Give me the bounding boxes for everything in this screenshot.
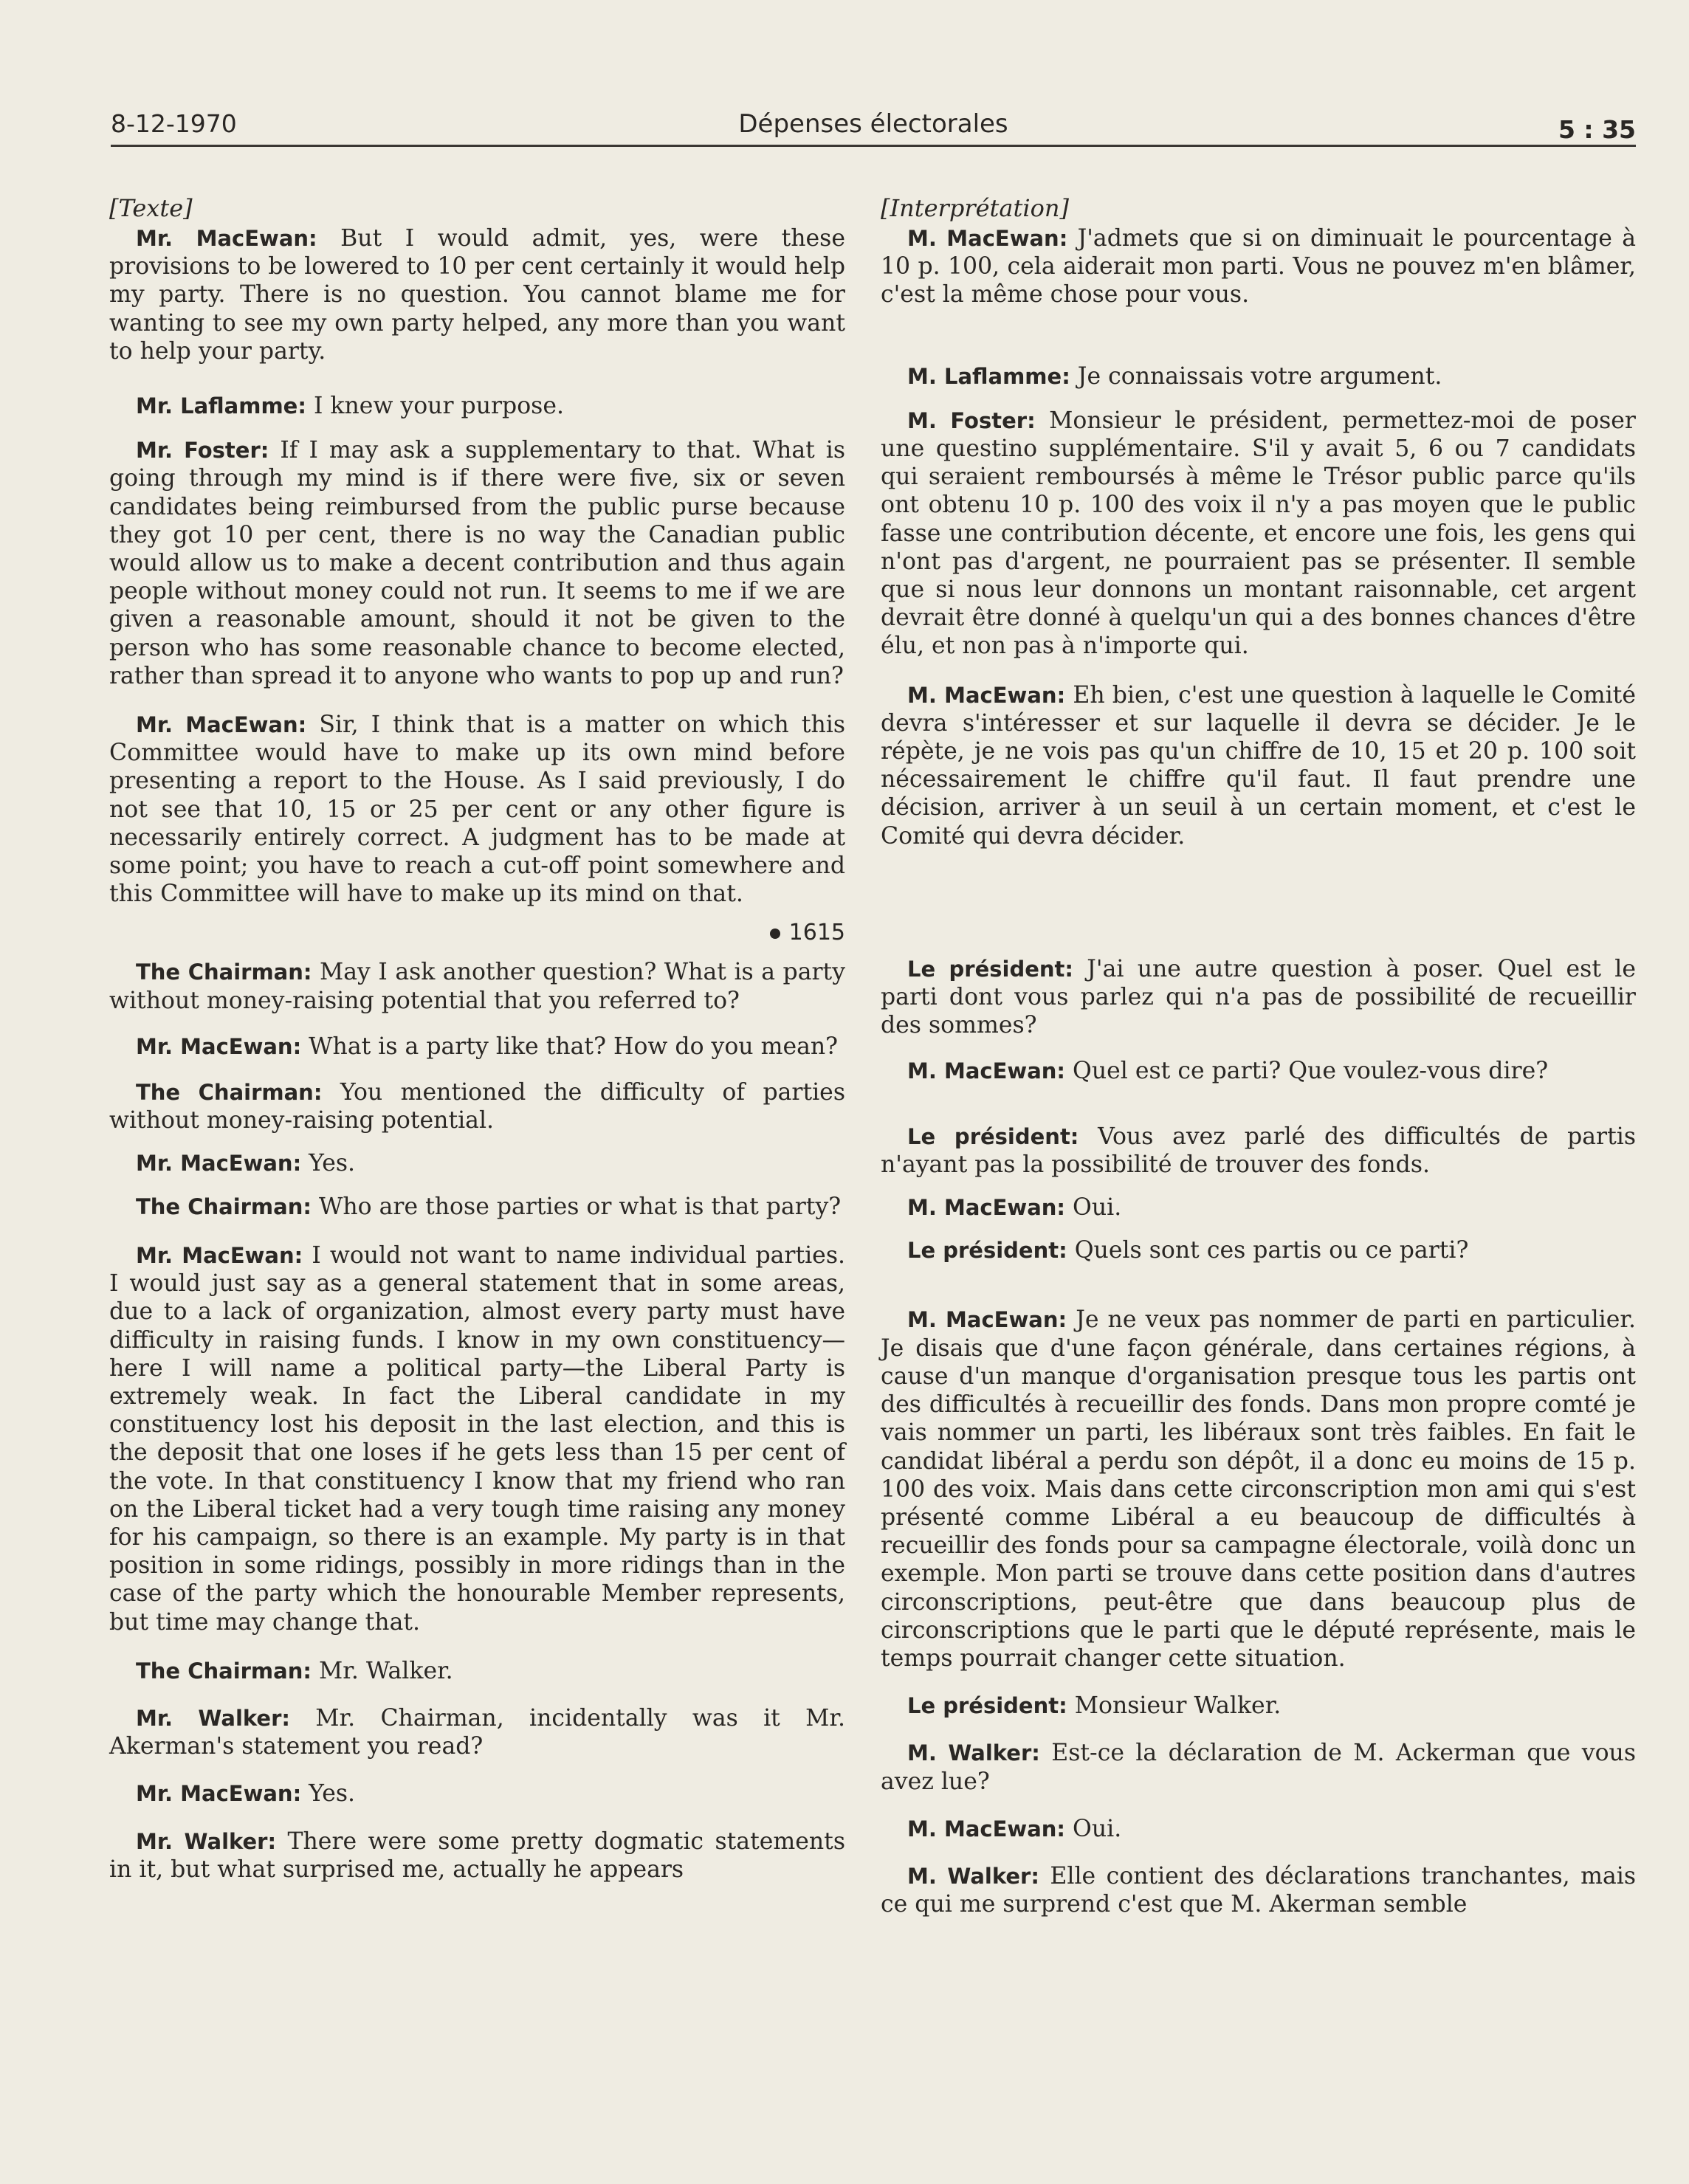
speech-text: Yes. bbox=[301, 1780, 356, 1808]
paragraph bbox=[881, 681, 1636, 850]
speaker-name: Le président: bbox=[907, 956, 1073, 982]
speech-text: Monsieur Walker. bbox=[1067, 1692, 1282, 1720]
speech-text: I would not want to name individual parties. I would just say as a general statement that in some areas, due to a lack of organization, almost every party must have difficulty in raising funds. I know in my own constituency—here I will name a political party—the Liberal Party is extremely weak. In fact the Liberal candidate in my constituency lost his deposit in the last election, and this is the deposit that one loses if he gets less than 15 per cent of the vote. In that constituency I know that my friend who ran on the Liberal ticket had a very tough time raising any money for his campaign, so there is an example. My party is in that position in some ridings, possibly in more ridings than in the case of the party which the honourable Member represents, but time may change that. bbox=[109, 1241, 845, 1636]
paragraph bbox=[881, 1815, 1636, 1843]
time-marker-text: 1615 bbox=[788, 920, 845, 946]
speech-text: There were some pretty dogmatic statements in it, but what surprised me, actually he appears bbox=[109, 1828, 845, 1883]
paragraph bbox=[881, 1692, 1636, 1720]
paragraph bbox=[881, 955, 1636, 1040]
speech-text: Who are those parties or what is that party? bbox=[311, 1193, 842, 1220]
speaker-name: Mr. MacEwan: bbox=[136, 1781, 302, 1807]
english-column-label: [Texte] bbox=[109, 194, 193, 222]
paragraph bbox=[109, 711, 845, 908]
speech-text: May I ask another question? What is a party without money-raising potential that you referred to? bbox=[109, 959, 845, 1014]
paragraph bbox=[881, 1739, 1636, 1795]
paragraph bbox=[109, 1241, 845, 1636]
speech-text: Je connaissais votre argument. bbox=[1070, 362, 1442, 390]
french-column bbox=[881, 193, 1636, 1918]
paragraph bbox=[881, 224, 1636, 309]
speech-text: What is a party like that? How do you mean? bbox=[301, 1033, 839, 1060]
paragraph bbox=[109, 1193, 845, 1221]
french-column-label: [Interprétation] bbox=[881, 194, 1069, 222]
speaker-name: M. MacEwan: bbox=[907, 226, 1068, 251]
speaker-name: M. MacEwan: bbox=[907, 1058, 1066, 1084]
speaker-name: The Chairman: bbox=[136, 1080, 323, 1106]
time-marker bbox=[109, 918, 845, 948]
speech-text: Est-ce la déclaration de M. Ackerman que vous avez lue? bbox=[881, 1740, 1637, 1795]
speech-text: You mentioned the difficulty of parties without money-raising potential. bbox=[109, 1079, 845, 1134]
header-page-number: 5 : 35 bbox=[1558, 115, 1636, 144]
speaker-name: Le président: bbox=[907, 1123, 1079, 1149]
paragraph bbox=[881, 407, 1636, 661]
speaker-name: M. MacEwan: bbox=[907, 682, 1066, 708]
speaker-name: M. MacEwan: bbox=[907, 1195, 1066, 1221]
speech-text: Quels sont ces partis ou ce parti? bbox=[1067, 1237, 1469, 1264]
paragraph bbox=[109, 1033, 845, 1061]
speaker-name: M. MacEwan: bbox=[907, 1307, 1067, 1333]
english-column bbox=[109, 193, 845, 1884]
paragraph bbox=[881, 1862, 1636, 1918]
speaker-name: Mr. MacEwan: bbox=[136, 1242, 303, 1268]
header-date: 8-12-1970 bbox=[111, 109, 237, 138]
header-title: Dépenses électorales bbox=[738, 109, 1008, 139]
header-rule bbox=[111, 145, 1636, 147]
speech-text: Monsieur le président, permettez-moi de poser une questino supplémentaire. S'il y avait 5, 6 ou 7 candidats qui seraient remboursés à même le Trésor public parce qu'ils ont obtenu 10 p. 100 des voix il n'y a pas moyen que le public fasse une contribution décente, et encore une fois, les gens qui n'ont pas d'argent, ne pourraient pas se présenter. Il semble que si nous leur donnons un montant raisonnable, cet argent devrait être donné à quelqu'un qui a des bonnes chances d'être élu, et non pas à n'importe qui. bbox=[881, 407, 1636, 660]
paragraph bbox=[881, 1123, 1636, 1179]
speech-text: Je ne veux pas nommer de parti en particulier. Je disais que d'une façon générale, dans certaines régions, à cause d'un manque d'organisation presque tous les partis ont des difficultés à recueillir des fonds. Dans mon propre comté je vais nommer un parti, les libéraux sont très faibles. En fait le candidat libéral a perdu son dépôt, il a donc eu moins de 15 p. 100 des voix. Mais dans cette circonscription mon ami qui s'est présenté comme Libéral a eu beaucoup de difficultés à recueillir des fonds pour sa campagne électorale, voilà donc un exemple. Mon parti se trouve dans cette position dans d'autres circonscriptions, peut-être que dans beaucoup plus de circonscriptions que le parti que le député représente, mais le temps pourrait changer cette situation. bbox=[881, 1306, 1636, 1672]
speaker-name: M. Walker: bbox=[907, 1740, 1040, 1766]
speech-text: Oui. bbox=[1065, 1194, 1122, 1222]
paragraph bbox=[881, 1193, 1636, 1222]
speech-text: I knew your purpose. bbox=[306, 393, 564, 420]
speech-text: Elle contient des déclarations tranchantes, mais ce qui me surprend c'est que M. Akerman semble bbox=[881, 1862, 1636, 1918]
speech-text: Quel est ce parti? Que voulez-vous dire? bbox=[1065, 1058, 1549, 1085]
speech-text: Mr. Chairman, incidentally was it Mr. Akerman's statement you read? bbox=[109, 1704, 845, 1760]
speaker-name: The Chairman: bbox=[136, 960, 312, 985]
paragraph bbox=[109, 1657, 845, 1685]
paragraph bbox=[881, 1306, 1636, 1673]
paragraph bbox=[109, 1780, 845, 1808]
speaker-name: Mr. Walker: bbox=[136, 1705, 290, 1731]
speech-text: Eh bien, c'est une question à laquelle le Comité devra s'intéresser et sur laquelle il devra se décider. Je le répète, je ne vois pas qu'un chiffre de 10, 15 et 20 p. 100 soit nécessairement le chiffre qu'il faut. Il faut prendre une décision, arriver à un seuil à un certain moment, et c'est le Comité qui devra décider. bbox=[881, 681, 1636, 850]
speech-text: J'ai une autre question à poser. Quel est le parti dont vous parlez qui n'a pas de possibilité de recueillir des sommes? bbox=[881, 955, 1636, 1039]
paragraph bbox=[881, 1057, 1636, 1085]
speaker-name: Mr. Walker: bbox=[136, 1828, 277, 1854]
speech-text: If I may ask a supplementary to that. What is going through my mind is if there were five, six or seven candidates being reimbursed from the public purse because they got 10 per cent, there is no way the Canadian public would allow us to make a decent contribution and thus again people without money could not run. It seems to me if we are given a reasonable amount, should it not be given to the person who has some reasonable chance to become elected, rather than spread it to anyone who wants to pop up and run? bbox=[109, 437, 846, 689]
paragraph bbox=[881, 362, 1636, 390]
paragraph bbox=[109, 392, 845, 420]
speaker-name: Le président: bbox=[907, 1693, 1067, 1719]
speaker-name: The Chairman: bbox=[136, 1193, 312, 1219]
speech-text: Yes. bbox=[301, 1150, 356, 1177]
paragraph bbox=[109, 1149, 845, 1177]
speaker-name: Mr. MacEwan: bbox=[136, 1151, 302, 1177]
paragraph bbox=[881, 1236, 1636, 1264]
paragraph bbox=[109, 1078, 845, 1134]
speaker-name: M. Foster: bbox=[907, 407, 1036, 433]
speaker-name: Mr. MacEwan: bbox=[136, 1033, 302, 1059]
bullet-icon bbox=[770, 929, 780, 939]
speech-text: Mr. Walker. bbox=[311, 1657, 453, 1684]
speaker-name: Mr. Foster: bbox=[136, 438, 269, 464]
speaker-name: M. MacEwan: bbox=[907, 1816, 1066, 1842]
speaker-name: Le président: bbox=[907, 1238, 1067, 1264]
page-header bbox=[111, 106, 1636, 151]
speaker-name: M. Walker: bbox=[907, 1863, 1039, 1889]
speech-text: Vous avez parlé des difficultés de partis n'ayant pas la possibilité de trouver des fonds. bbox=[881, 1123, 1636, 1178]
paragraph bbox=[109, 1828, 845, 1884]
speaker-name: Mr. Laflamme: bbox=[136, 393, 306, 419]
speaker-name: Mr. MacEwan: bbox=[136, 226, 317, 251]
speaker-name: M. Laflamme: bbox=[907, 363, 1070, 389]
speech-text: But I would admit, yes, were these provisions to be lowered to 10 per cent certainly it would help my party. There is no question. You cannot blame me for wanting to see my own party helped, any more than you want to help your party. bbox=[109, 225, 845, 365]
paragraph bbox=[109, 1704, 845, 1760]
paragraph bbox=[109, 436, 845, 690]
speech-text: Sir, I think that is a matter on which this Committee would have to make up its own mind before presenting a report to the House. As I said previously, I do not see that 10, 15 or 25 per cent or any other figure is necessarily entirely correct. A judgment has to be made at some point; you have to reach a cut-off point somewhere and this Committee will have to make up its mind on that. bbox=[109, 712, 845, 908]
speech-text: J'admets que si on diminuait le pourcentage à 10 p. 100, cela aiderait mon parti. Vous ne pouvez m'en blâmer, c'est la même chose pour vous. bbox=[881, 225, 1636, 309]
speaker-name: The Chairman: bbox=[136, 1658, 312, 1684]
paragraph bbox=[109, 958, 845, 1014]
speech-text: Oui. bbox=[1065, 1815, 1122, 1842]
speaker-name: Mr. MacEwan: bbox=[136, 712, 307, 738]
paragraph bbox=[109, 224, 845, 365]
